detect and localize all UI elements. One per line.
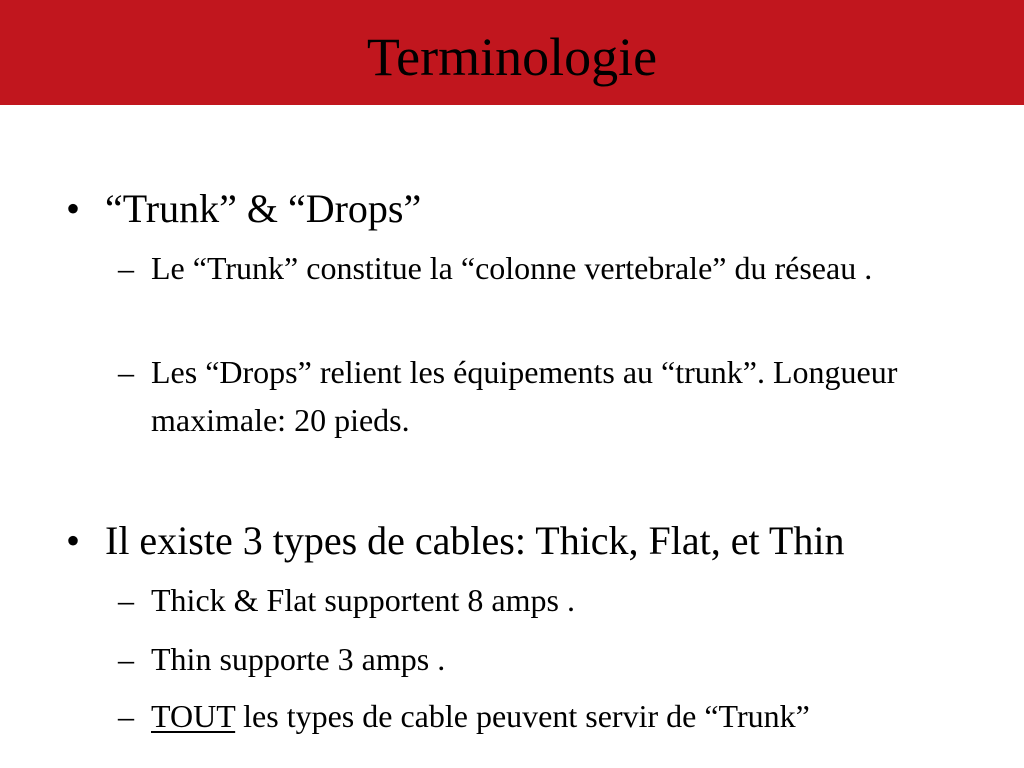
bullet-text: Il existe 3 types de cables: Thick, Flat, et Thin: [105, 518, 845, 563]
sub-dash: –: [118, 641, 134, 677]
sub-text: [151, 692, 951, 740]
sub-text: Le “Trunk” constitue la “colonne vertebrale” du réseau .: [151, 250, 873, 286]
bullet-dot: •: [66, 186, 81, 231]
sub-dash: –: [118, 582, 134, 618]
bullet-dot: •: [66, 518, 81, 563]
sub-text: Les “Drops” relient les équipements au “trunk”. Longueur maximale: 20 pieds.: [151, 354, 898, 438]
bullet-text: “Trunk” & “Drops”: [105, 186, 422, 231]
sub-dash: –: [118, 698, 134, 734]
slide-title: Terminologie: [366, 27, 658, 87]
sub-dash: –: [118, 250, 134, 286]
sub-text: Thick & Flat supportent 8 amps .: [151, 582, 575, 618]
sub-dash: –: [118, 354, 134, 390]
emphasis-word: TOUT: [151, 698, 236, 734]
sub-text-rest: les types de cable peuvent servir de “Trunk”: [235, 698, 810, 734]
sub-text: Thin supporte 3 amps .: [151, 641, 446, 677]
